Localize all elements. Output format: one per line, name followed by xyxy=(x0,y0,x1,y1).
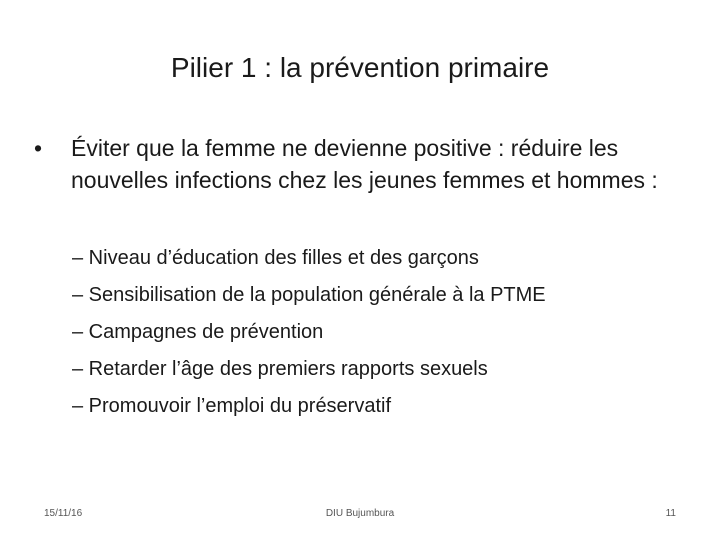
bullet-mark: • xyxy=(34,135,43,161)
footer-page-number: 11 xyxy=(665,508,676,519)
sub-bullet-item: – Niveau d’éducation des filles et des garçons xyxy=(72,247,479,269)
slide-title: Pilier 1 : la prévention primaire xyxy=(170,52,550,83)
footer-date: 15/11/16 xyxy=(44,508,83,519)
sub-bullet-item: – Campagnes de prévention xyxy=(72,321,324,343)
main-bullet xyxy=(34,132,674,196)
sub-bullet-item: – Promouvoir l’emploi du préservatif xyxy=(72,395,392,417)
sub-bullet-item: – Retarder l’âge des premiers rapports sexuels xyxy=(72,358,488,380)
footer-center-text: DIU Bujumbura xyxy=(325,508,395,519)
sub-bullet-list xyxy=(72,240,702,425)
main-bullet-text: Éviter que la femme ne devienne positive : réduire les nouvelles infections chez les jeunes femmes et hommes : xyxy=(71,135,658,193)
sub-bullet-item: – Sensibilisation de la population générale à la PTME xyxy=(72,284,546,306)
